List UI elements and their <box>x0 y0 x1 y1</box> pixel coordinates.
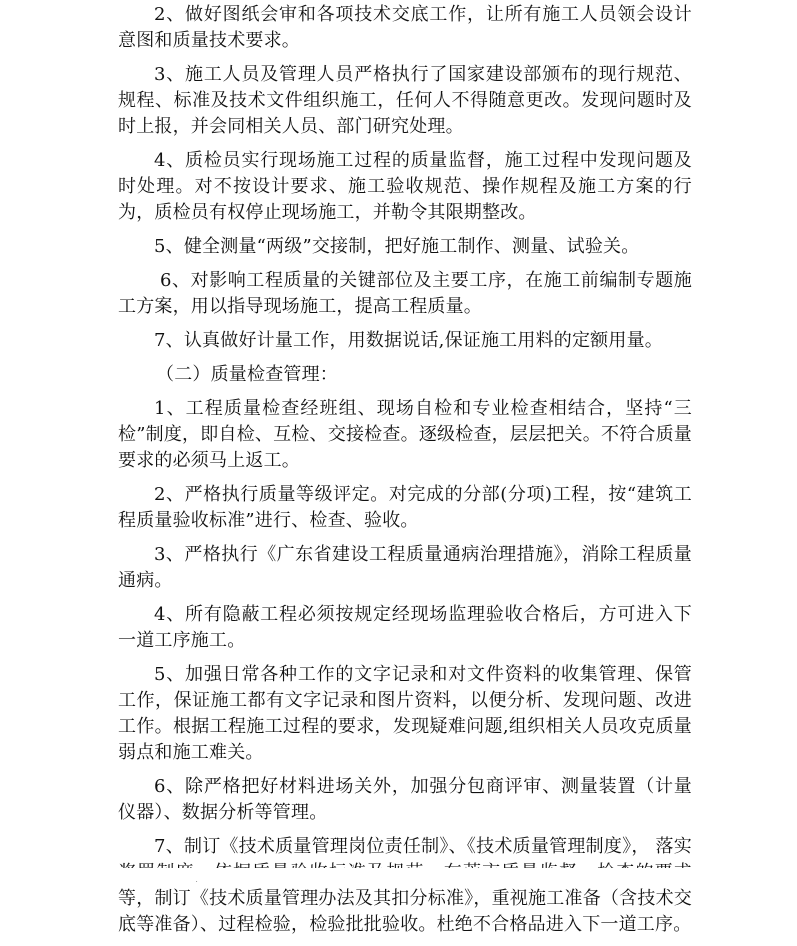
paragraph-metering: 7、认真做好计量工作，用数据说话,保证施工用料的定额用量。 <box>154 330 663 351</box>
paragraph-three-inspections: 1、工程质量检查经班组、现场自检和专业检查相结合，坚持“三检”制度，即自检、互检、交接检查。逐级检查，层层把关。不符合质量要求的必须马上返工。 <box>118 398 692 471</box>
paragraph-common-defects: 3、严格执行《广东省建设工程质量通病治理措施》，消除工程质量通病。 <box>118 544 692 591</box>
paragraph-material-control: 6、除严格把好材料进场关外，加强分包商评审、测量装置（计量仪器）、数据分析等管理。 <box>118 776 692 823</box>
paragraph-concealed-works: 4、所有隐蔽工程必须按规定经现场监理验收合格后，方可进入下一道工序施工。 <box>118 604 692 651</box>
paragraph-survey-handover: 5、健全测量“两级”交接制，把好施工制作、测量、试验关。 <box>154 236 640 257</box>
paragraph-drawing-review: 2、做好图纸会审和各项技术交底工作，让所有施工人员领会设计意图和质量技术要求。 <box>118 4 692 51</box>
document-body <box>118 2 692 946</box>
paragraph-quality-inspector: 4、质检员实行现场施工过程的质量监督，施工过程中发现问题及时处理。对不按设计要求、施工验收规范、操作规程及施工方案的行为，质检员有权停止现场施工，并勒令其限期整改。 <box>118 150 692 223</box>
section-heading-quality-inspection: （二）质量检查管理： <box>156 364 338 385</box>
paragraph-key-process-plan: 6、对影响工程质量的关键部位及主要工序，在施工前编制专题施工方案，用以指导现场施工，提高工程质量。 <box>118 270 692 317</box>
paragraph-documentation: 5、加强日常各种工作的文字记录和对文件资料的收集管理、保管工作，保证施工都有文字记录和图片资料，以便分析、发现问题、改进工作。根据工程施工过程的要求，发现疑难问题,组织相关人员攻克质量弱点和施工难关。 <box>118 664 692 763</box>
page-bottom-edge <box>0 868 797 881</box>
paragraph-standards-compliance: 3、施工人员及管理人员严格执行了国家建设部颁布的现行规范、规程、标准及技术文件组织施工，任何人不得随意更改。发现问题时及时上报，并会同相关人员、部门研究处理。 <box>118 64 692 137</box>
paragraph-quality-grading: 2、严格执行质量等级评定。对完成的分部(分项)工程，按“建筑工程质量验收标准”进行、检查、验收。 <box>118 484 692 531</box>
paragraph-responsibility-system: 7、制订《技术质量管理岗位责任制》、《技术质量管理制度》， 落实 等，制订《技术质量管理办法及其扣分标准》，重视施工准备（含技术交底等准备）、过程检验，检验批批验收。杜绝不合格品进入下一道工序。 <box>118 836 692 935</box>
